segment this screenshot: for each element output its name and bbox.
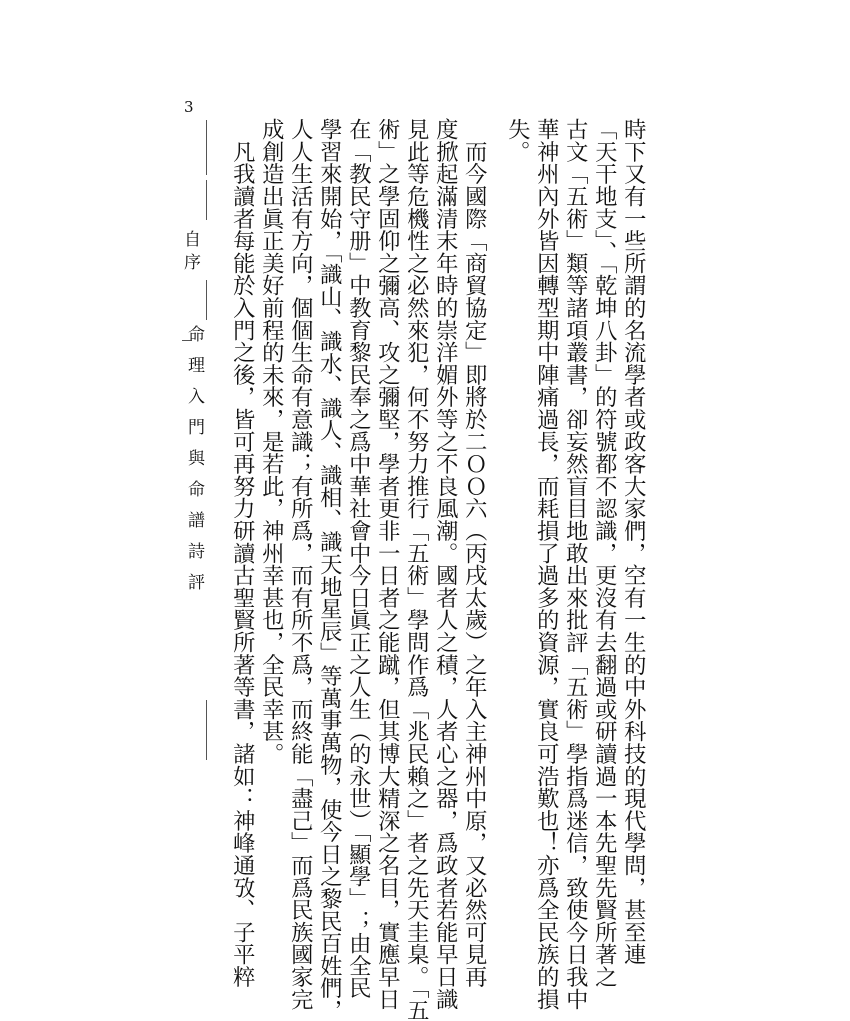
page-number: 3 — [184, 98, 194, 116]
text-column-7: 度掀起滿清末年時的崇洋媚外等之不良風潮。國者人之積，人者心之器，爲政者若能早日識 — [432, 118, 459, 1010]
text-column-2: 「天干地支」、「乾坤八卦」的符號都不認識，更沒有去翻過或研讀過一本先聖先賢所著之 — [591, 118, 618, 988]
margin-rule-top — [206, 120, 207, 175]
text-column-8: 見此等危機性之必然來犯，何不努力推行「五術」學問作爲「兆民賴之」者之先天圭臬。「五 — [403, 118, 430, 1021]
text-column-1: 時下又有一些所謂的名流學者或政客大家們，空有一生的中外科技的現代學問，甚至連 — [620, 118, 647, 966]
text-column-3: 古文「五術」類等諸項叢書，卻妄然盲目地敢出來批評「五術」學指爲迷信，致使今日我中 — [562, 118, 589, 1010]
text-column-11: 學習來開始，「識山、識水、識人、識相、識天地星辰」等萬事萬物，使今日之黎民百姓們， — [316, 118, 343, 1021]
margin-rule-bottom — [206, 700, 207, 760]
book-title: 命理入門與命譜詩評 — [184, 325, 204, 604]
text-column-12: 人人生活有方向，個個生命有意識；有所爲，而有所不爲，而終能「盡己」而爲民族國家完 — [287, 118, 314, 1010]
text-column-4: 華神州內外皆因轉型期中陣痛過長，而耗損了過多的資源，實良可浩歎也！亦爲全民族的損 — [533, 118, 560, 1010]
text-column-10: 在「教民守册」中教育黎民奉之爲中華社會中今日眞正之人生（的永世）「顯學」；由全民 — [345, 118, 372, 999]
text-column-9: 術」之學固仰之彌高、攻之彌堅，學者更非一日者之能蹴，但其博大精深之名目，實應早日 — [374, 118, 401, 1010]
text-column-5: 失。 — [504, 118, 531, 163]
margin-rule-mid — [206, 180, 207, 220]
text-column-14: 凡我讀者每能於入門之後，皆可再努力研讀古聖賢所著等書，諸如：神峰通攷、子平粹 — [229, 118, 256, 988]
section-label: 自序 — [180, 230, 200, 276]
margin-rule-lower — [206, 280, 207, 320]
text-column-13: 成創造出眞正美好前程的未來，是若此，神州幸甚也，全民幸甚。 — [258, 118, 285, 765]
text-column-6: 而今國際「商貿協定」即將於二ＯＯ六（丙戌太歲）之年入主神州中原，又必然可見再 — [461, 118, 488, 988]
